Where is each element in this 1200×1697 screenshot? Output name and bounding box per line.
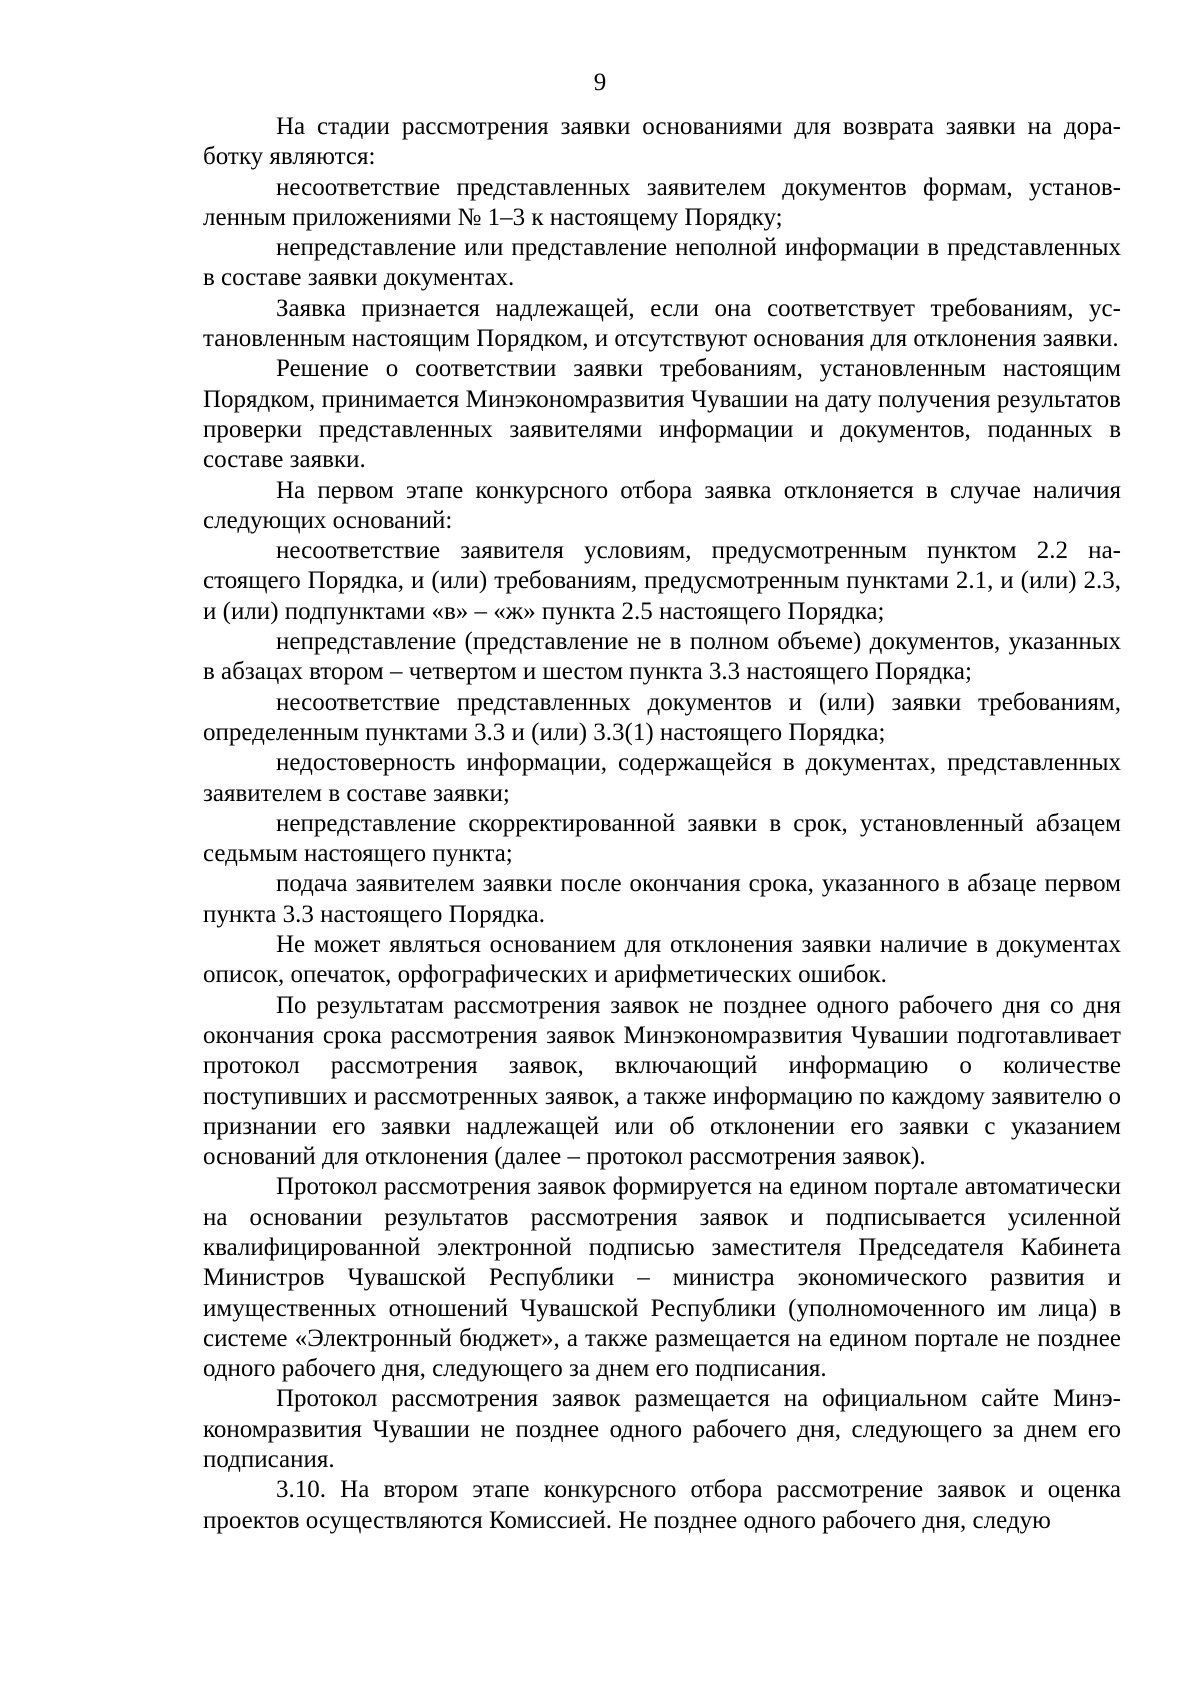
paragraph: Протокол рассмотрения заявок размещается на официальном сайте Минэкономразвития Чувашии не позднее одного рабочего дня, следующего за днем его подписания.	[203, 1385, 1121, 1474]
paragraph: Не может являться основанием для отклонения заявки наличие в документах описок, опечаток, орфографических и арифметических ошибок.	[203, 931, 1121, 989]
paragraph: непредставление скорректированной заявки в срок, установленный абзацем седьмым настоящего пункта;	[203, 809, 1121, 868]
paragraph: непредставление или представление неполной информации в представленных в составе заявки документах.	[203, 234, 1121, 292]
paragraph: На стадии рассмотрения заявки основаниями для возврата заявки на доработку являются:	[203, 113, 1121, 171]
paragraph: непредставление (представление не в полном объеме) документов, указанных в абзацах втором – четвертом и шестом пункта 3.3 настоящего Порядка;	[203, 628, 1121, 686]
paragraph: несоответствие заявителя условиям, предусмотренным пунктом 2.2 настоящего Порядка, и (или) требованиям, предусмотренным пунктами 2.1, и (или) 2.3, и (или) подпунктами «в» – «ж» пункта 2.5 настоящего Порядка;	[203, 537, 1121, 625]
paragraph: несоответствие представленных заявителем документов формам, установленным приложениями № 1–3 к настоящему Порядку;	[203, 173, 1121, 231]
paragraph: Протокол рассмотрения заявок формируется на едином портале автоматически на основании результатов рассмотрения заявок и подписывается усиленной квалифицированной электронной подписью заместителя Председателя Кабинета Министров Чувашской Республики – министра экономического развития и имущественных отношений Чувашской Республики (уполномоченного им лица) в системе «Электронный бюджет», а также размещается на едином портале не позднее одного рабочего дня, следующего за днем его подписания.	[203, 1173, 1121, 1383]
paragraph: подача заявителем заявки после окончания срока, указанного в абзаце первом пункта 3.3 настоящего Порядка.	[203, 870, 1121, 928]
paragraph: недостоверность информации, содержащейся в документах, представленных заявителем в составе заявки;	[203, 749, 1121, 807]
paragraph: Заявка признается надлежащей, если она соответствует требованиям, установленным настоящим Порядком, и отсутствуют основания для отклонения заявки.	[203, 294, 1121, 353]
paragraph: На первом этапе конкурсного отбора заявка отклоняется в случае наличия следующих оснований:	[203, 476, 1121, 534]
page-number: 9	[593, 69, 607, 96]
paragraph: 3.10. На втором этапе конкурсного отбора рассмотрение заявок и оценка проектов осуществляются Комиссией. Не позднее одного рабочего дня, следую	[203, 1476, 1121, 1534]
paragraph: По результатам рассмотрения заявок не позднее одного рабочего дня со дня окончания срока рассмотрения заявок Минэкономразвития Чувашии подготавливает протокол рассмотрения заявок, включающий информацию о количестве поступивших и рассмотренных заявок, а также информацию по каждому заявителю о признании его заявки надлежащей или об отклонении его заявки с указанием оснований для отклонения (далее – протокол рассмотрения заявок).	[203, 991, 1121, 1171]
document-body	[203, 112, 1121, 1536]
paragraph: несоответствие представленных документов и (или) заявки требованиям, определенным пунктами 3.3 и (или) 3.3(1) настоящего Порядка;	[203, 688, 1121, 746]
paragraph: Решение о соответствии заявки требованиям, установленным настоящим Порядком, принимается Минэкономразвития Чувашии на дату получения результатов проверки представленных заявителями информации и документов, поданных в составе заявки.	[203, 355, 1121, 474]
